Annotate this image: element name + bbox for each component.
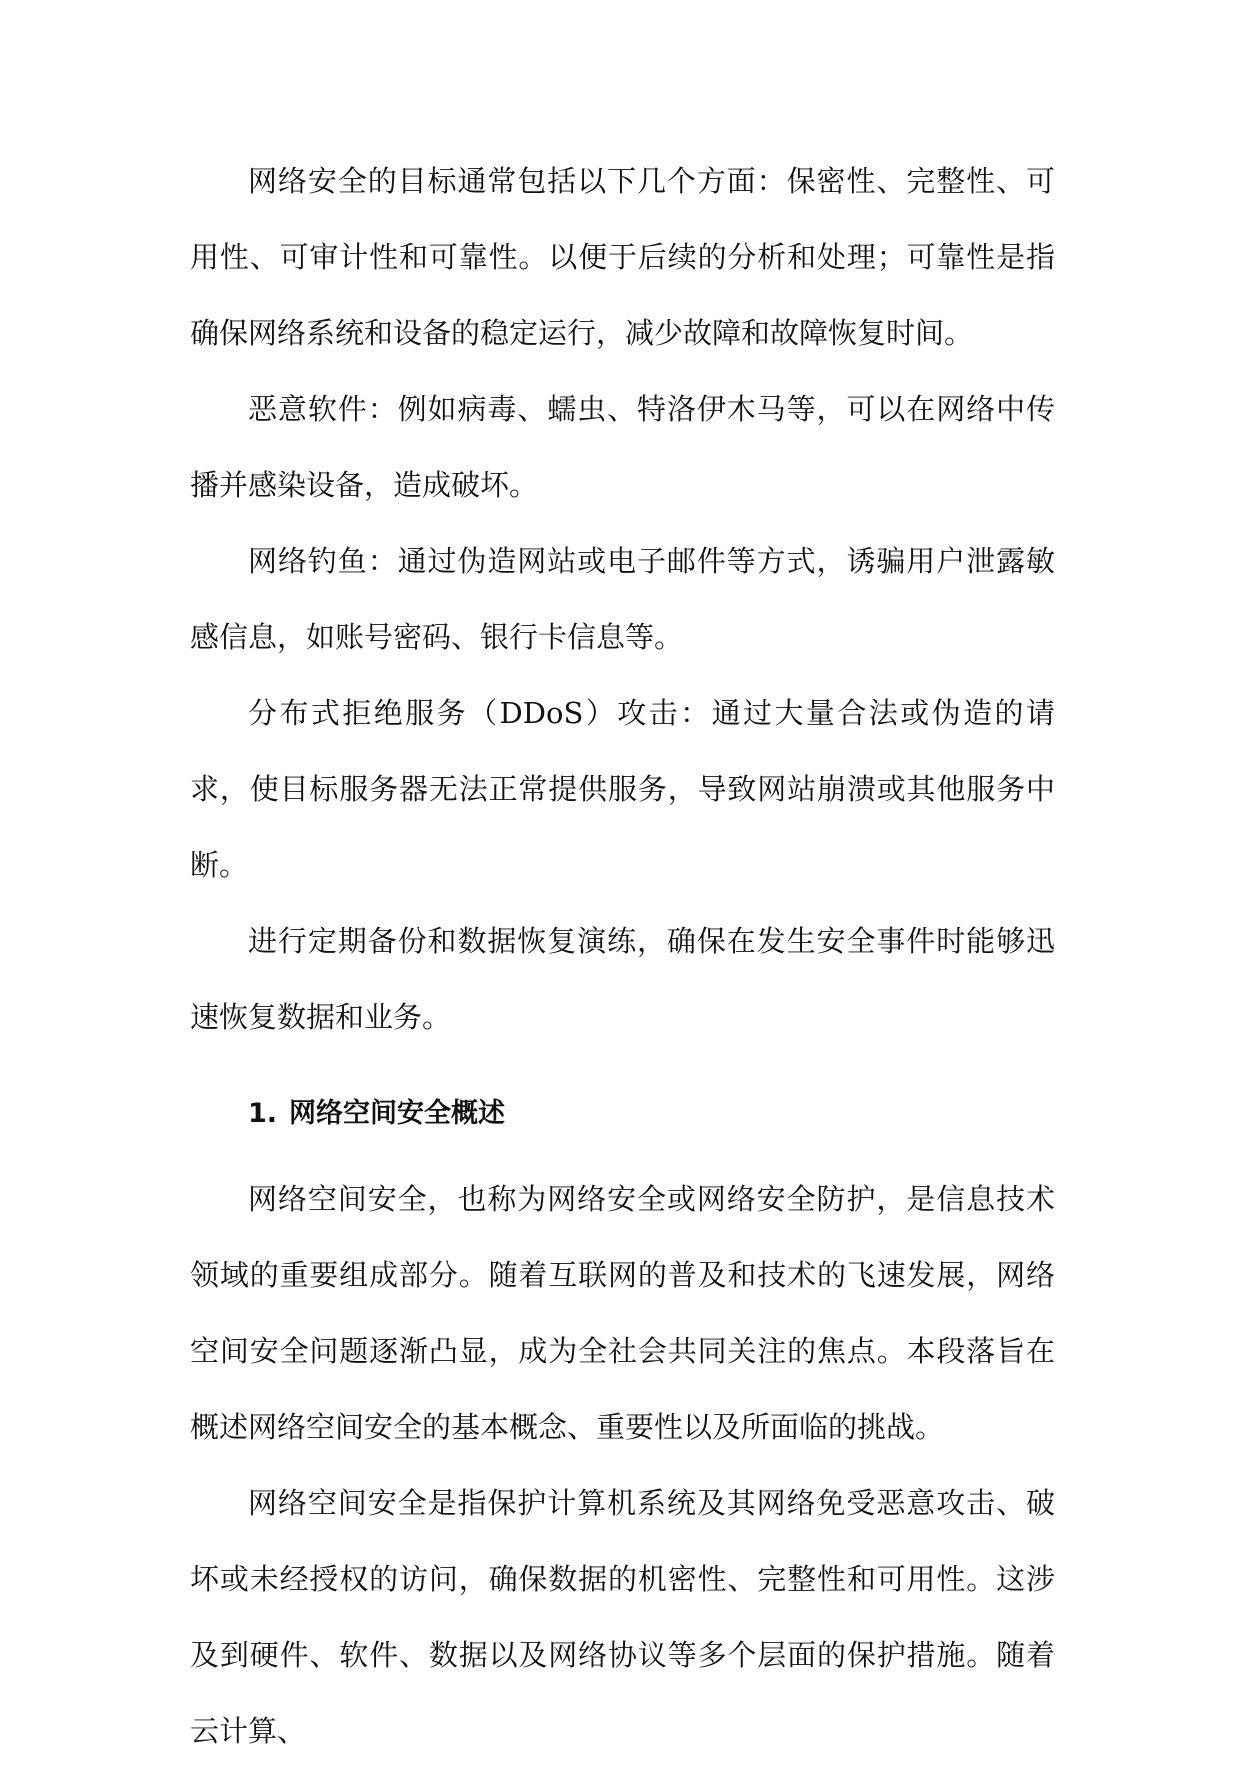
paragraph-cyberspace-overview: 网络空间安全，也称为网络安全或网络安全防护，是信息技术领域的重要组成部分。随着互联网的普及和技术的飞速发展，网络空间安全问题逐渐凸显，成为全社会共同关注的焦点。本段落旨在概述网络空间安全的基本概念、重要性以及所面临的挑战。 [190,1182,1055,1444]
section-heading [190,1076,1055,1152]
paragraph-malware: 恶意软件：例如病毒、蠕虫、特洛伊木马等，可以在网络中传播并感染设备，造成破坏。 [190,392,1055,502]
paragraph-phishing: 网络钓鱼：通过伪造网站或电子邮件等方式，诱骗用户泄露敏感信息，如账号密码、银行卡信息等。 [190,544,1055,654]
document-body [190,143,1055,1769]
paragraph-backup: 进行定期备份和数据恢复演练，确保在发生安全事件时能够迅速恢复数据和业务。 [190,924,1055,1034]
section-title: 网络空间安全概述 [289,1098,506,1129]
paragraph-security-goals: 网络安全的目标通常包括以下几个方面：保密性、完整性、可用性、可审计性和可靠性。以便于后续的分析和处理；可靠性是指确保网络系统和设备的稳定运行，减少故障和故障恢复时间。 [190,164,1055,350]
section-number: 1. [248,1098,278,1129]
paragraph-ddos: 分布式拒绝服务（DDoS）攻击：通过大量合法或伪造的请求，使目标服务器无法正常提供服务，导致网站崩溃或其他服务中断。 [190,696,1055,882]
paragraph-cyberspace-definition: 网络空间安全是指保护计算机系统及其网络免受恶意攻击、破坏或未经授权的访问，确保数据的机密性、完整性和可用性。这涉及到硬件、软件、数据以及网络协议等多个层面的保护措施。随着云计算、 [190,1486,1055,1748]
